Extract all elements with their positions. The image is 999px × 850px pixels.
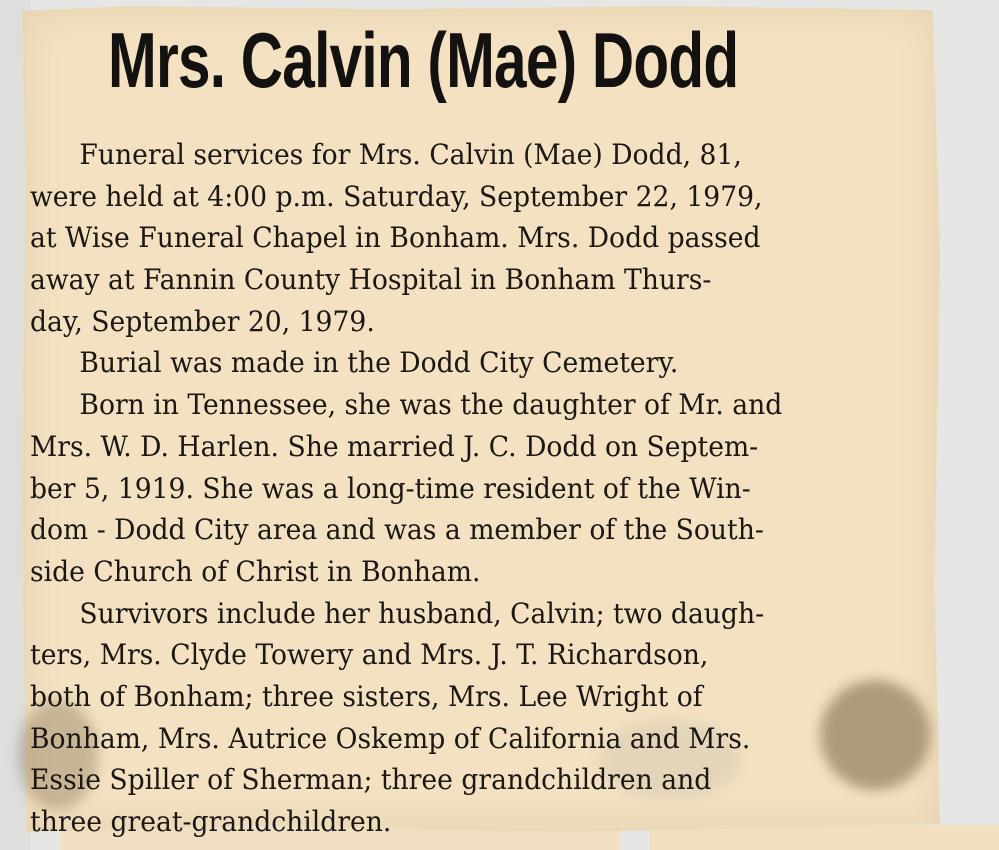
text-line: ber 5, 1919. She was a long-time resident of the Win- bbox=[30, 471, 751, 505]
text-line: Burial was made in the Dodd City Cemetery. bbox=[79, 346, 679, 380]
obituary-headline: Mrs. Calvin (Mae) Dodd bbox=[108, 16, 739, 104]
text-line: were held at 4:00 p.m. Saturday, September 22, 1979, bbox=[30, 179, 763, 213]
text-line: Survivors include her husband, Calvin; two daugh- bbox=[79, 596, 765, 630]
text-line: at Wise Funeral Chapel in Bonham. Mrs. Dodd passed bbox=[30, 221, 761, 255]
text-line: day, September 20, 1979. bbox=[30, 304, 375, 338]
obituary-body bbox=[30, 134, 945, 843]
text-line: Funeral services for Mrs. Calvin (Mae) Dodd, 81, bbox=[79, 138, 742, 171]
text-line: side Church of Christ in Bonham. bbox=[30, 554, 481, 588]
text-line: three great-grandchildren. bbox=[30, 805, 392, 838]
text-line: Born in Tennessee, she was the daughter of Mr. and bbox=[79, 388, 783, 422]
text-line: Mrs. W. D. Harlen. She married J. C. Dodd on Septem- bbox=[30, 429, 759, 463]
text-line: both of Bonham; three sisters, Mrs. Lee Wright of bbox=[30, 679, 703, 713]
text-line: dom - Dodd City area and was a member of the South- bbox=[30, 513, 764, 547]
text-line: Essie Spiller of Sherman; three grandchildren and bbox=[30, 763, 712, 797]
text-line: away at Fannin County Hospital in Bonham Thurs- bbox=[30, 263, 712, 297]
text-line: Bonham, Mrs. Autrice Oskemp of California and Mrs. bbox=[30, 721, 751, 755]
text-line: ters, Mrs. Clyde Towery and Mrs. J. T. Richardson, bbox=[30, 638, 709, 672]
